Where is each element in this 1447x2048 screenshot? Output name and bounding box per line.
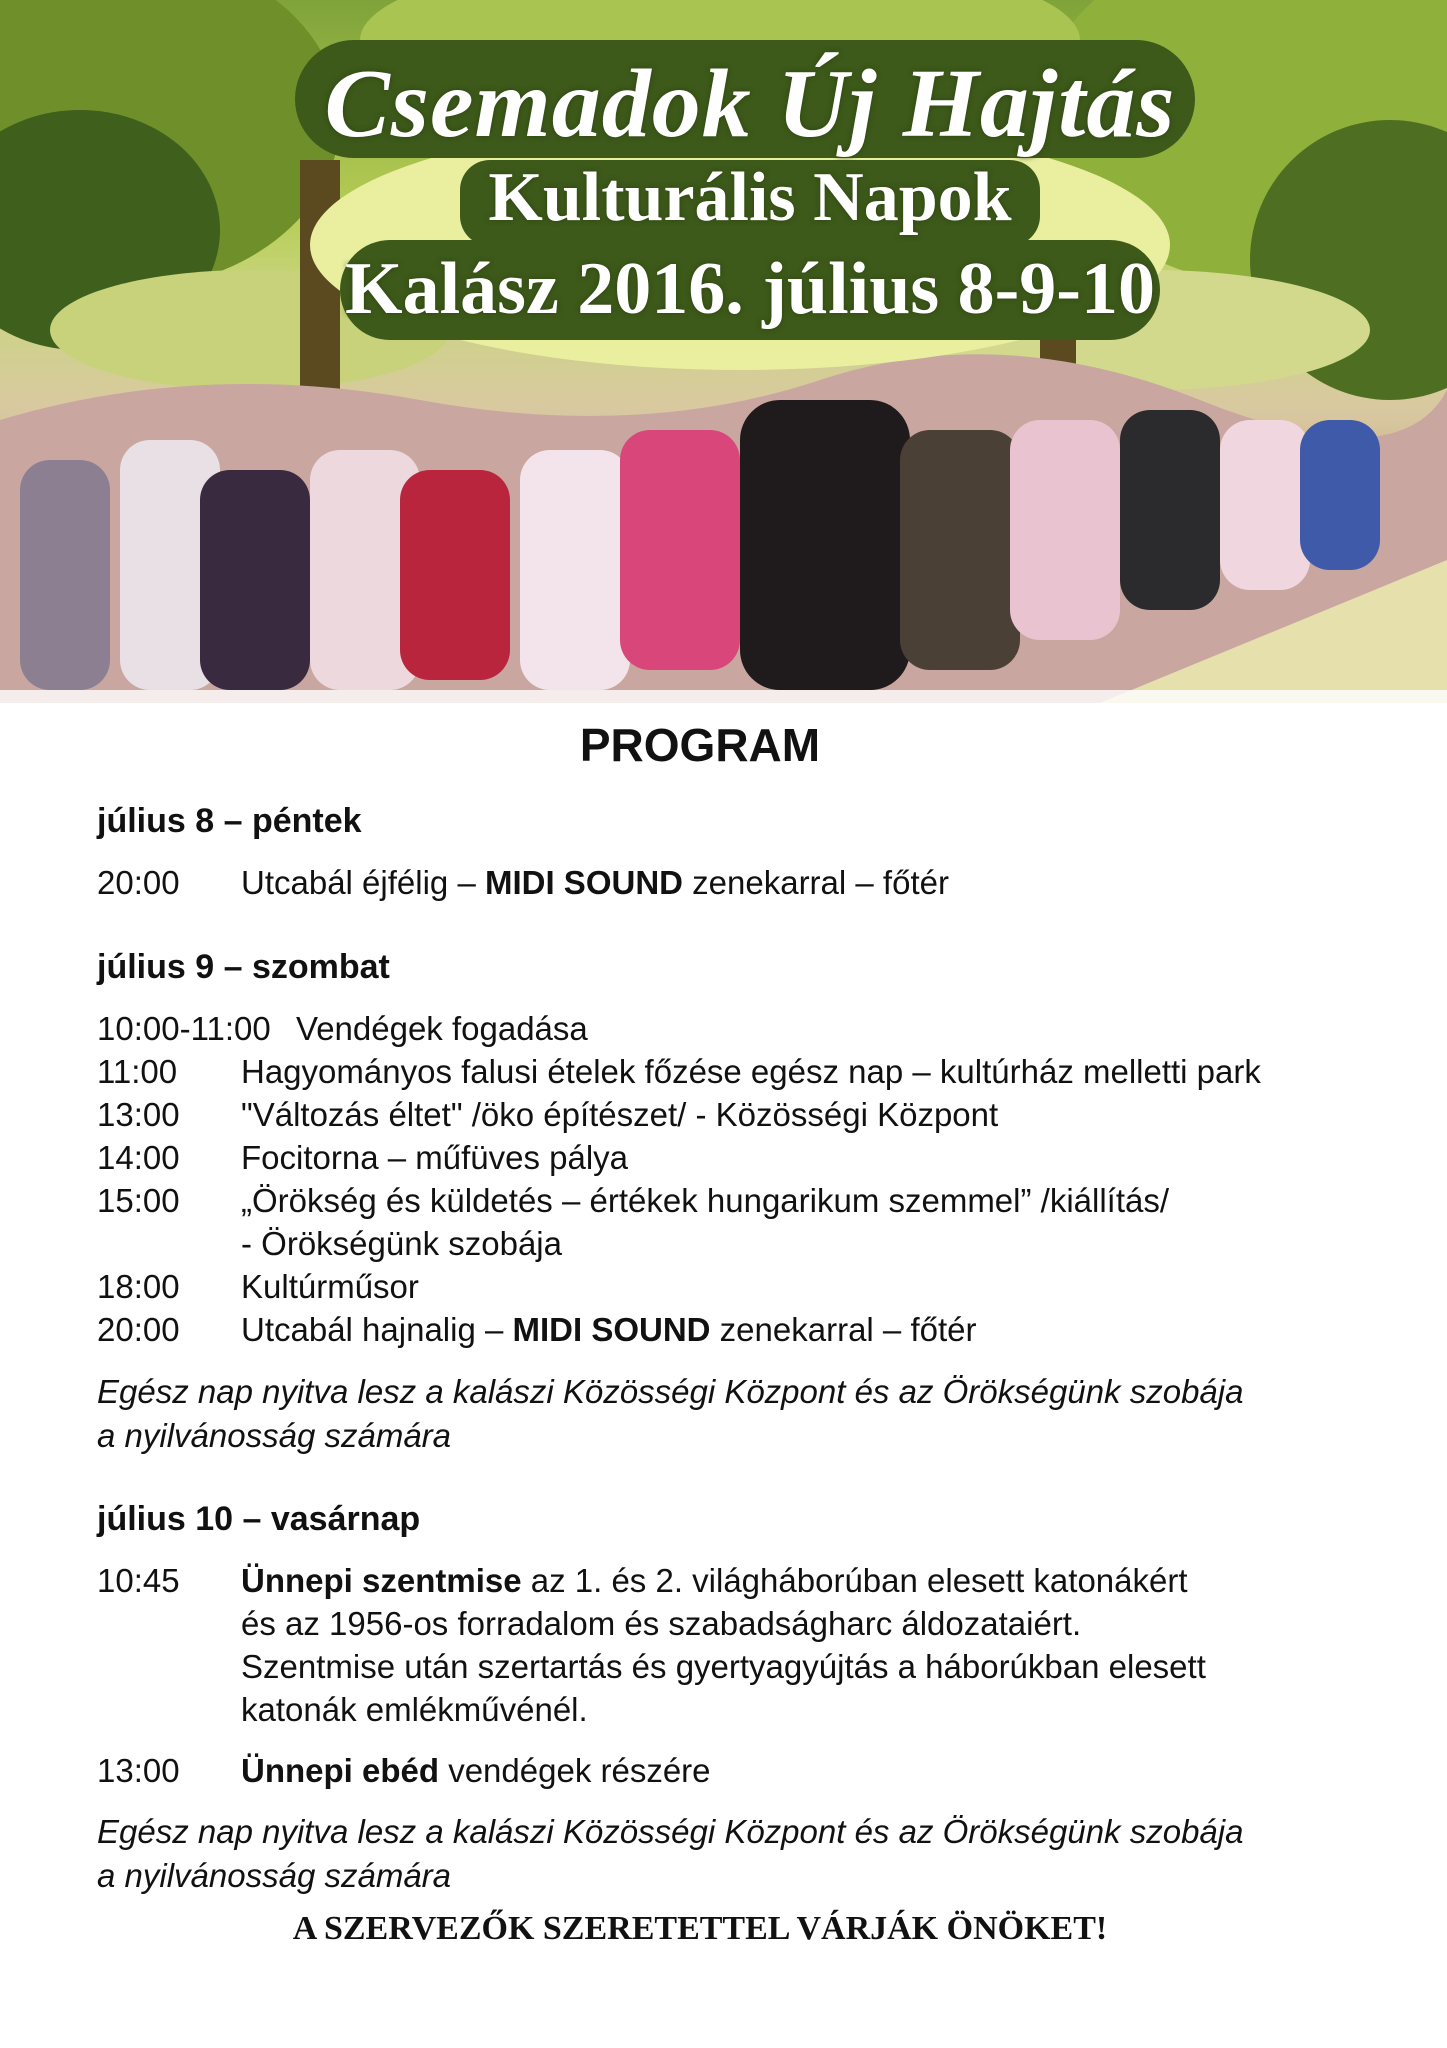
note-line: a nyilvánosság számára (97, 1417, 452, 1454)
event-time: 13:00 (97, 1096, 180, 1133)
event-text: Focitorna – műfüves pálya (241, 1139, 629, 1176)
event-subtitle: Kulturális Napok (488, 159, 1012, 236)
event-text: Ünnepi ebéd vendégek részére (241, 1752, 711, 1789)
day-note (97, 1810, 1243, 1898)
event-time: 18:00 (97, 1268, 180, 1305)
event-time: 10:45 (97, 1562, 180, 1599)
program-heading: PROGRAM (579, 719, 821, 771)
event-time: 20:00 (97, 1311, 180, 1348)
event-text: Hagyományos falusi ételek főzése egész nap – kultúrház melletti park (241, 1053, 1261, 1090)
note-line: a nyilvánosság számára (97, 1857, 452, 1894)
event-text: Utcabál éjfélig – MIDI SOUND zenekarral – főtér (241, 864, 949, 901)
day-heading-july-10: július 10 – vasárnap (97, 1500, 421, 1538)
closing-message: A SZERVEZŐK SZERETETTEL VÁRJÁK ÖNÖKET! (292, 1910, 1108, 1947)
event-text: Kultúrműsor (241, 1268, 419, 1305)
event-text: Vendégek fogadása (296, 1010, 588, 1047)
event-text: „Örökség és küldetés – értékek hungarikum szemmel” /kiállítás/ (241, 1182, 1170, 1219)
event-time: 10:00-11:00 (97, 1010, 271, 1047)
note-line: Egész nap nyitva lesz a kalászi Közösségi Központ és az Örökségünk szobája (97, 1813, 1244, 1850)
event-time: 14:00 (97, 1139, 180, 1176)
note-line: Egész nap nyitva lesz a kalászi Közösségi Központ és az Örökségünk szobája (97, 1373, 1244, 1410)
event-time: 15:00 (97, 1182, 180, 1219)
event-text: Szentmise után szertartás és gyertyagyújtás a háborúkban elesett (241, 1648, 1206, 1685)
event-title: Csemadok Új Hajtás (324, 50, 1176, 158)
event-time: 11:00 (97, 1053, 178, 1090)
event-time: 13:00 (97, 1752, 180, 1789)
event-date-line: Kalász 2016. július 8-9-10 (345, 248, 1155, 330)
event-text: - Örökségünk szobája (241, 1225, 562, 1262)
event-time: 20:00 (97, 864, 180, 901)
day-note (97, 1370, 1243, 1458)
day-heading-july-8: július 8 – péntek (97, 802, 362, 840)
event-text: és az 1956-os forradalom és szabadságharc áldozataiért. (241, 1605, 1082, 1642)
event-text: Ünnepi szentmise az 1. és 2. világháborúban elesett katonákért (241, 1562, 1188, 1599)
header-artwork (0, 0, 1447, 703)
day-heading-july-9: július 9 – szombat (97, 948, 390, 986)
event-text: "Változás éltet" /öko építészet/ - Közösségi Központ (241, 1096, 999, 1133)
event-text: katonák emlékművénél. (241, 1691, 588, 1728)
event-text: Utcabál hajnalig – MIDI SOUND zenekarral – főtér (241, 1311, 977, 1348)
